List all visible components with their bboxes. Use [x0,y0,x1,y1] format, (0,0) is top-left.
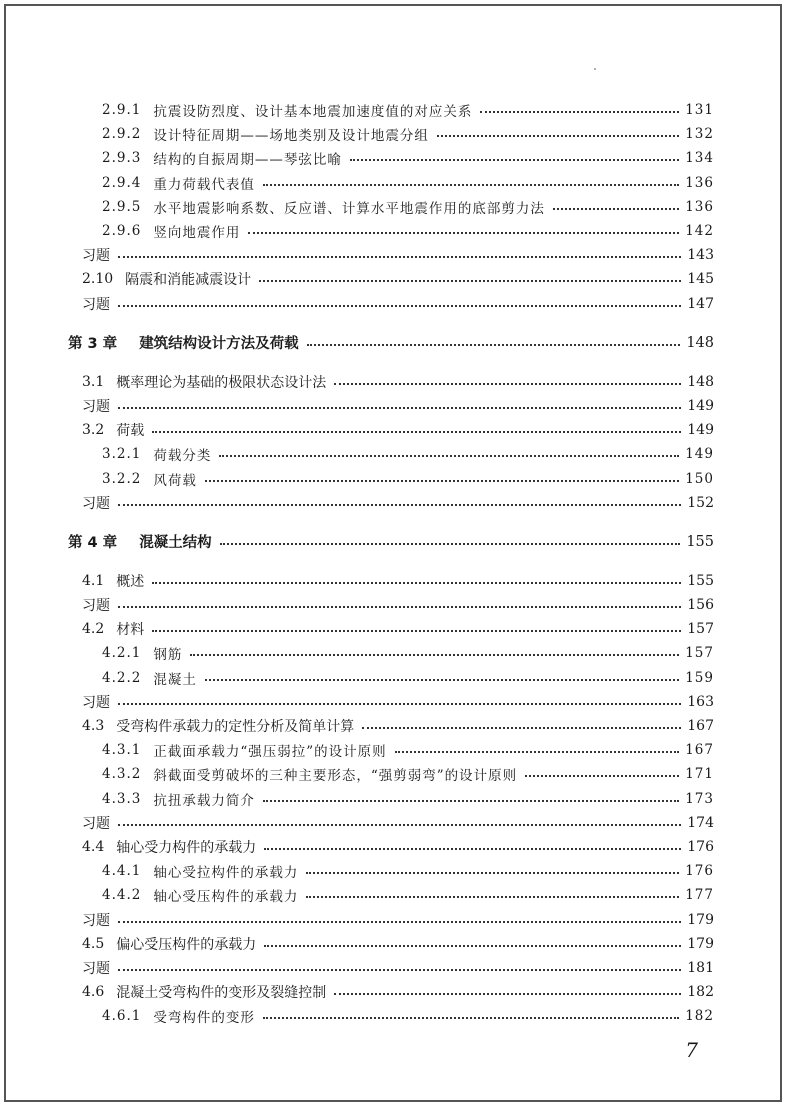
toc-entry-page: 179 [687,911,714,928]
toc-entry-title: 竖向地震作用 [153,225,241,242]
toc-entry [82,1004,714,1028]
toc-entry-page: 142 [685,223,714,240]
toc-entry [82,569,714,593]
dot-leader [118,969,681,971]
toc-entry-title: 钢筋 [153,647,183,664]
toc-entry [82,146,714,170]
dot-leader [118,256,681,258]
toc-entry-title: 轴心受拉构件的承载力 [153,865,299,882]
toc-exercise [82,956,714,980]
toc-entry-title: 轴心受力构件的承载力 [116,839,257,856]
toc-entry [82,883,714,907]
dot-leader [263,1017,679,1019]
toc-entry-title: 风荷载 [153,472,197,489]
toc-entry-page: 163 [687,693,714,710]
toc-entry-title: 设计特征周期——场地类别及设计地震分组 [153,128,429,145]
toc-entry-page: 174 [687,814,714,831]
toc-entry [82,617,714,641]
toc-entry-page: 157 [685,645,714,662]
toc-entry [82,980,714,1004]
toc-entry-page: 148 [687,373,714,390]
dot-leader [307,344,681,346]
toc-entry-number: 2.9.1 [102,102,142,119]
toc-entry-title: 习题 [82,495,110,512]
toc-entry-number: 第 4 章 [68,535,118,552]
dot-leader [263,800,679,802]
toc-entry-page: 155 [687,572,714,589]
toc-entry [82,370,714,394]
toc-entry-page: 157 [687,621,714,638]
dot-leader [205,679,679,681]
toc-entry-title: 抗震设防烈度、设计基本地震加速度值的对应关系 [153,104,473,121]
toc-entry-number: 2.9.2 [102,126,142,143]
dot-leader [118,504,681,506]
toc-entry-number: 4.4 [82,838,105,855]
toc-entry-number: 2.9.5 [102,198,142,215]
toc-entry-page: 181 [687,959,714,976]
table-of-contents [68,98,714,1028]
toc-entry-title: 抗扭承载力简介 [153,792,255,809]
toc-entry [82,666,714,690]
toc-entry-title: 隔震和消能减震设计 [125,272,252,289]
dot-leader [190,654,679,656]
toc-exercise [82,243,714,267]
toc-entry-number: 第 3 章 [68,336,118,353]
page-number: 7 [685,1038,698,1062]
dot-leader [205,480,679,482]
toc-entry [82,762,714,786]
toc-entry-page: 177 [685,887,714,904]
toc-entry [82,418,714,442]
toc-entry-page: 143 [687,247,714,264]
toc-entry-title: 偏心受压构件的承载力 [116,936,257,953]
toc-entry-title: 习题 [82,694,110,711]
dot-leader [118,921,681,923]
toc-entry-title: 混凝土 [153,671,197,688]
toc-entry-page: 136 [685,198,714,215]
dot-leader [334,383,681,385]
toc-entry-title: 概率理论为基础的极限状态设计法 [116,374,327,391]
toc-entry-title: 混凝土结构 [139,535,212,552]
toc-chapter [68,328,714,358]
toc-entry-title: 荷载分类 [153,448,212,465]
toc-entry-page: 179 [687,935,714,952]
toc-entry-title: 重力荷载代表值 [153,176,255,193]
toc-entry [82,641,714,665]
toc-entry-page: 176 [685,863,714,880]
toc-entry-number: 2.10 [82,271,114,288]
dot-leader [334,993,681,995]
toc-entry [82,714,714,738]
toc-entry-page: 159 [685,669,714,686]
dot-leader [437,135,679,137]
toc-entry-number: 4.3.2 [102,766,142,783]
toc-entry-number: 4.4.2 [102,887,142,904]
toc-entry-page: 145 [687,271,714,288]
toc-entry [82,219,714,243]
dot-leader [264,848,681,850]
toc-entry [82,98,714,122]
toc-exercise [82,811,714,835]
toc-entry-page: 167 [687,718,714,735]
toc-entry [82,787,714,811]
toc-entry-number: 2.9.4 [102,174,142,191]
toc-entry-number: 4.6.1 [102,1008,142,1025]
toc-entry-title: 习题 [82,598,110,615]
toc-entry-page: 147 [687,295,714,312]
dot-leader [219,455,679,457]
toc-entry-page: 148 [686,334,714,351]
toc-entry-number: 4.2.2 [102,669,142,686]
toc-entry-number: 4.4.1 [102,863,142,880]
dot-leader [553,208,679,210]
speck [594,68,596,70]
dot-leader [152,431,681,433]
toc-entry-title: 轴心受压构件的承载力 [153,889,299,906]
toc-entry-number: 4.3.3 [102,790,142,807]
toc-entry-title: 受弯构件的变形 [153,1010,255,1027]
dot-leader [259,280,681,282]
toc-entry-page: 171 [685,766,714,783]
toc-entry-page: 131 [685,102,714,119]
toc-entry-page: 149 [685,446,714,463]
toc-entry-page: 149 [687,397,714,414]
toc-entry-title: 习题 [82,398,110,415]
toc-entry-title: 材料 [116,622,145,639]
dot-leader [263,184,679,186]
toc-entry-number: 4.3 [82,718,105,735]
toc-entry-title: 斜截面受剪破坏的三种主要形态，“强剪弱弯”的设计原则 [153,768,518,785]
toc-entry-page: 176 [687,838,714,855]
dot-leader [362,727,681,729]
dot-leader [306,896,679,898]
toc-entry [82,442,714,466]
toc-entry-title: 习题 [82,912,110,929]
toc-entry-page: 167 [685,742,714,759]
toc-entry-page: 136 [685,174,714,191]
toc-entry [82,122,714,146]
toc-entry-number: 4.5 [82,935,105,952]
dot-leader [248,232,679,234]
dot-leader [395,751,680,753]
dot-leader [152,582,681,584]
dot-leader [118,824,681,826]
toc-exercise [82,292,714,316]
toc-exercise [82,593,714,617]
toc-entry-number: 3.2 [82,422,105,439]
toc-exercise [82,491,714,515]
toc-entry-title: 混凝土受弯构件的变形及裂缝控制 [116,985,327,1002]
dot-leader [306,872,679,874]
toc-entry-number: 4.3.1 [102,742,142,759]
toc-entry-title: 水平地震影响系数、反应谱、计算水平地震作用的底部剪力法 [153,200,545,217]
toc-entry-number: 3.1 [82,373,105,390]
toc-exercise [82,394,714,418]
dot-leader [118,606,681,608]
dot-leader [350,159,679,161]
toc-entry-page: 156 [687,597,714,614]
toc-entry [82,932,714,956]
toc-entry-title: 建筑结构设计方法及荷载 [139,336,299,353]
toc-entry [82,466,714,490]
toc-entry-title: 结构的自振周期——琴弦比喻 [153,152,342,169]
toc-exercise [82,907,714,931]
toc-entry [82,267,714,291]
toc-entry-page: 134 [685,150,714,167]
toc-entry [82,835,714,859]
dot-leader [480,111,679,113]
toc-entry-title: 习题 [82,296,110,313]
dot-leader [152,630,681,632]
toc-entry [82,859,714,883]
toc-entry-number: 4.6 [82,984,105,1001]
toc-entry [82,738,714,762]
dot-leader [220,543,681,545]
toc-entry-title: 习题 [82,960,110,977]
toc-entry-title: 习题 [82,248,110,265]
dot-leader [118,407,681,409]
toc-entry-page: 182 [685,1008,714,1025]
toc-entry [82,195,714,219]
toc-entry-page: 150 [685,470,714,487]
toc-entry-page: 152 [687,494,714,511]
toc-entry-number: 4.1 [82,572,105,589]
toc-entry-number: 4.2.1 [102,645,142,662]
toc-entry [82,171,714,195]
dot-leader [525,775,679,777]
toc-entry-number: 2.9.6 [102,223,142,240]
toc-entry-number: 3.2.1 [102,446,142,463]
toc-entry-number: 2.9.3 [102,150,142,167]
toc-entry-page: 182 [687,984,714,1001]
dot-leader [118,305,681,307]
toc-entry-title: 正截面承载力“强压弱拉”的设计原则 [153,744,387,761]
toc-entry-page: 173 [685,790,714,807]
toc-entry-title: 概述 [116,573,145,590]
toc-entry-title: 受弯构件承载力的定性分析及简单计算 [116,719,355,736]
toc-entry-number: 3.2.2 [102,470,142,487]
toc-entry-page: 155 [686,533,714,550]
toc-exercise [82,690,714,714]
toc-entry-page: 132 [685,126,714,143]
toc-chapter [68,527,714,557]
toc-entry-title: 习题 [82,815,110,832]
toc-entry-title: 荷载 [116,423,145,440]
dot-leader [264,945,681,947]
toc-entry-page: 149 [687,422,714,439]
toc-entry-number: 4.2 [82,621,105,638]
dot-leader [118,703,681,705]
